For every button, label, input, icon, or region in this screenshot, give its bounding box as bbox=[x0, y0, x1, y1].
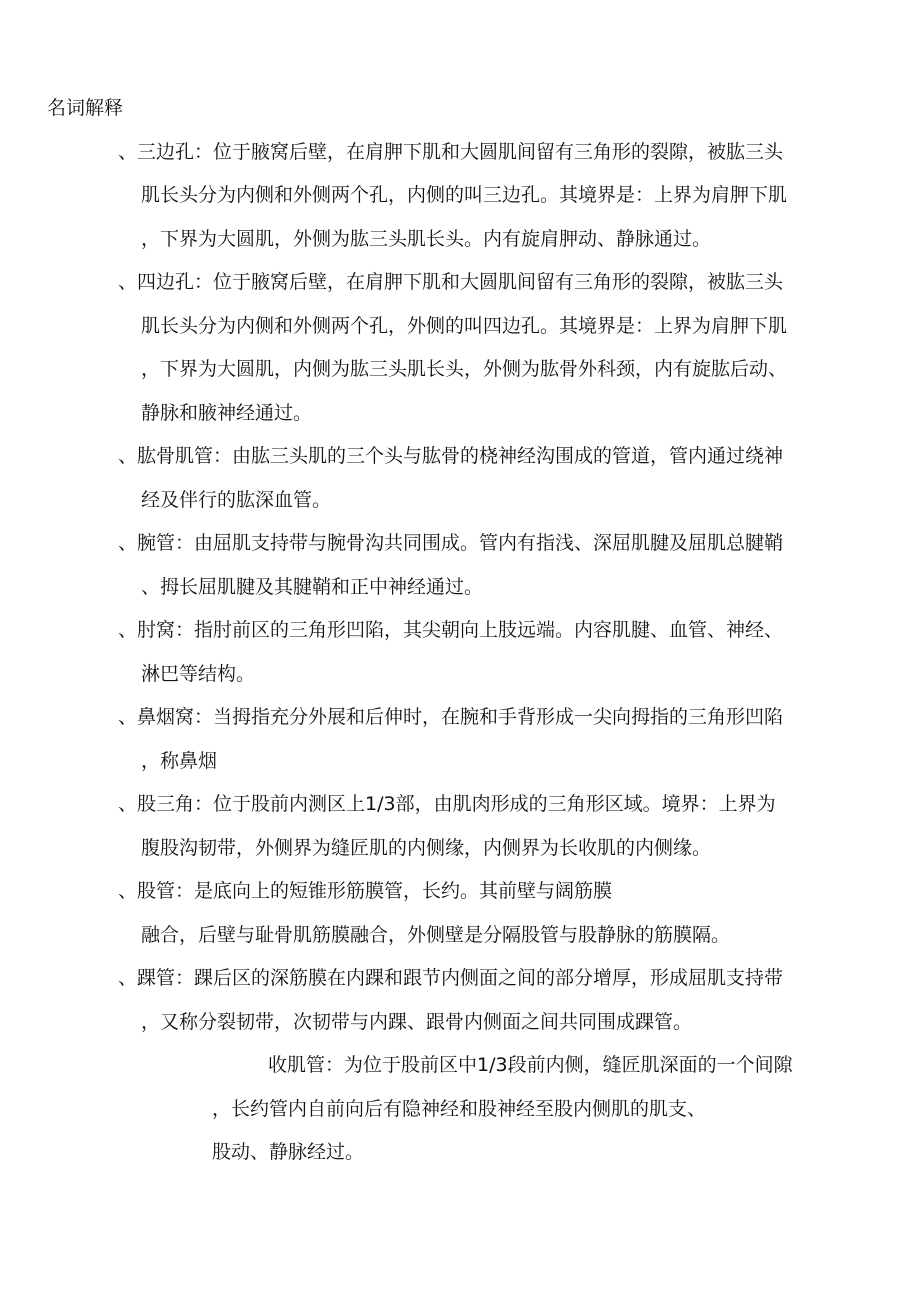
entry-line: 融合，后壁与耻骨肌筋膜融合，外侧壁是分隔股管与股静脉的筋膜隔。 bbox=[141, 924, 731, 946]
entry-line: 、股三角：位于股前内测区上1/3部，由肌肉形成的三角形区域。境界：上界为 bbox=[118, 793, 776, 815]
entry-line: 、拇长屈肌腱及其腱鞘和正中神经通过。 bbox=[141, 576, 484, 598]
entry-line: 、腕管：由屈肌支持带与腕骨沟共同围成。管内有指浅、深屈肌腱及屈肌总腱鞘 bbox=[118, 532, 784, 554]
entry-line: 、肘窝：指肘前区的三角形凹陷，其尖朝向上肢远端。内容肌腱、血管、神经、 bbox=[118, 619, 784, 641]
entry-line: 静脉和腋神经通过。 bbox=[141, 402, 313, 424]
entry-line: 、四边孔：位于腋窝后壁，在肩胛下肌和大圆肌间留有三角形的裂隙，被肱三头 bbox=[118, 271, 784, 293]
entry-line: 肌长头分为内侧和外侧两个孔，外侧的叫四边孔。其境界是：上界为肩胛下肌 bbox=[141, 315, 788, 337]
entry-line: 、三边孔：位于腋窝后壁，在肩胛下肌和大圆肌间留有三角形的裂隙，被肱三头 bbox=[118, 141, 784, 163]
entry-line: ，下界为大圆肌，内侧为肱三头肌长头，外侧为肱骨外科颈，内有旋肱后动、 bbox=[141, 358, 788, 380]
entry-line: 、鼻烟窝：当拇指充分外展和后伸时，在腕和手背形成一尖向拇指的三角形凹陷 bbox=[118, 706, 784, 728]
page-heading: 名词解释 bbox=[47, 97, 124, 119]
entry-line: 、肱骨肌管：由肱三头肌的三个头与肱骨的桡神经沟围成的管道，管内通过绕神 bbox=[118, 445, 784, 467]
entry-line: 、股管：是底向上的短锥形筋膜管，长约。其前壁与阔筋膜 bbox=[118, 880, 613, 902]
entry-line: 腹股沟韧带，外侧界为缝匠肌的内侧缘，内侧界为长收肌的内侧缘。 bbox=[141, 837, 712, 859]
entry-line: ，称鼻烟 bbox=[141, 750, 218, 772]
entry-line: 收肌管：为位于股前区中1/3段前内侧，缝匠肌深面的一个间隙 bbox=[268, 1054, 793, 1076]
entry-line: 股动、静脉经过。 bbox=[212, 1141, 365, 1163]
entry-line: 淋巴等结构。 bbox=[141, 663, 256, 685]
entry-line: ，下界为大圆肌，外侧为肱三头肌长头。内有旋肩胛动、静脉通过。 bbox=[141, 228, 712, 250]
entry-line: ，又称分裂韧带，次韧带与内踝、跟骨内侧面之间共同围成踝管。 bbox=[141, 1011, 693, 1033]
entry-line: 肌长头分为内侧和外侧两个孔，内侧的叫三边孔。其境界是：上界为肩胛下肌 bbox=[141, 184, 788, 206]
entry-line: 经及伴行的肱深血管。 bbox=[141, 489, 332, 511]
entry-line: ，长约管内自前向后有隐神经和股神经至股内侧肌的肌支、 bbox=[212, 1098, 707, 1120]
entry-line: 、踝管：踝后区的深筋膜在内踝和跟节内侧面之间的部分增厚，形成屈肌支持带 bbox=[118, 967, 784, 989]
